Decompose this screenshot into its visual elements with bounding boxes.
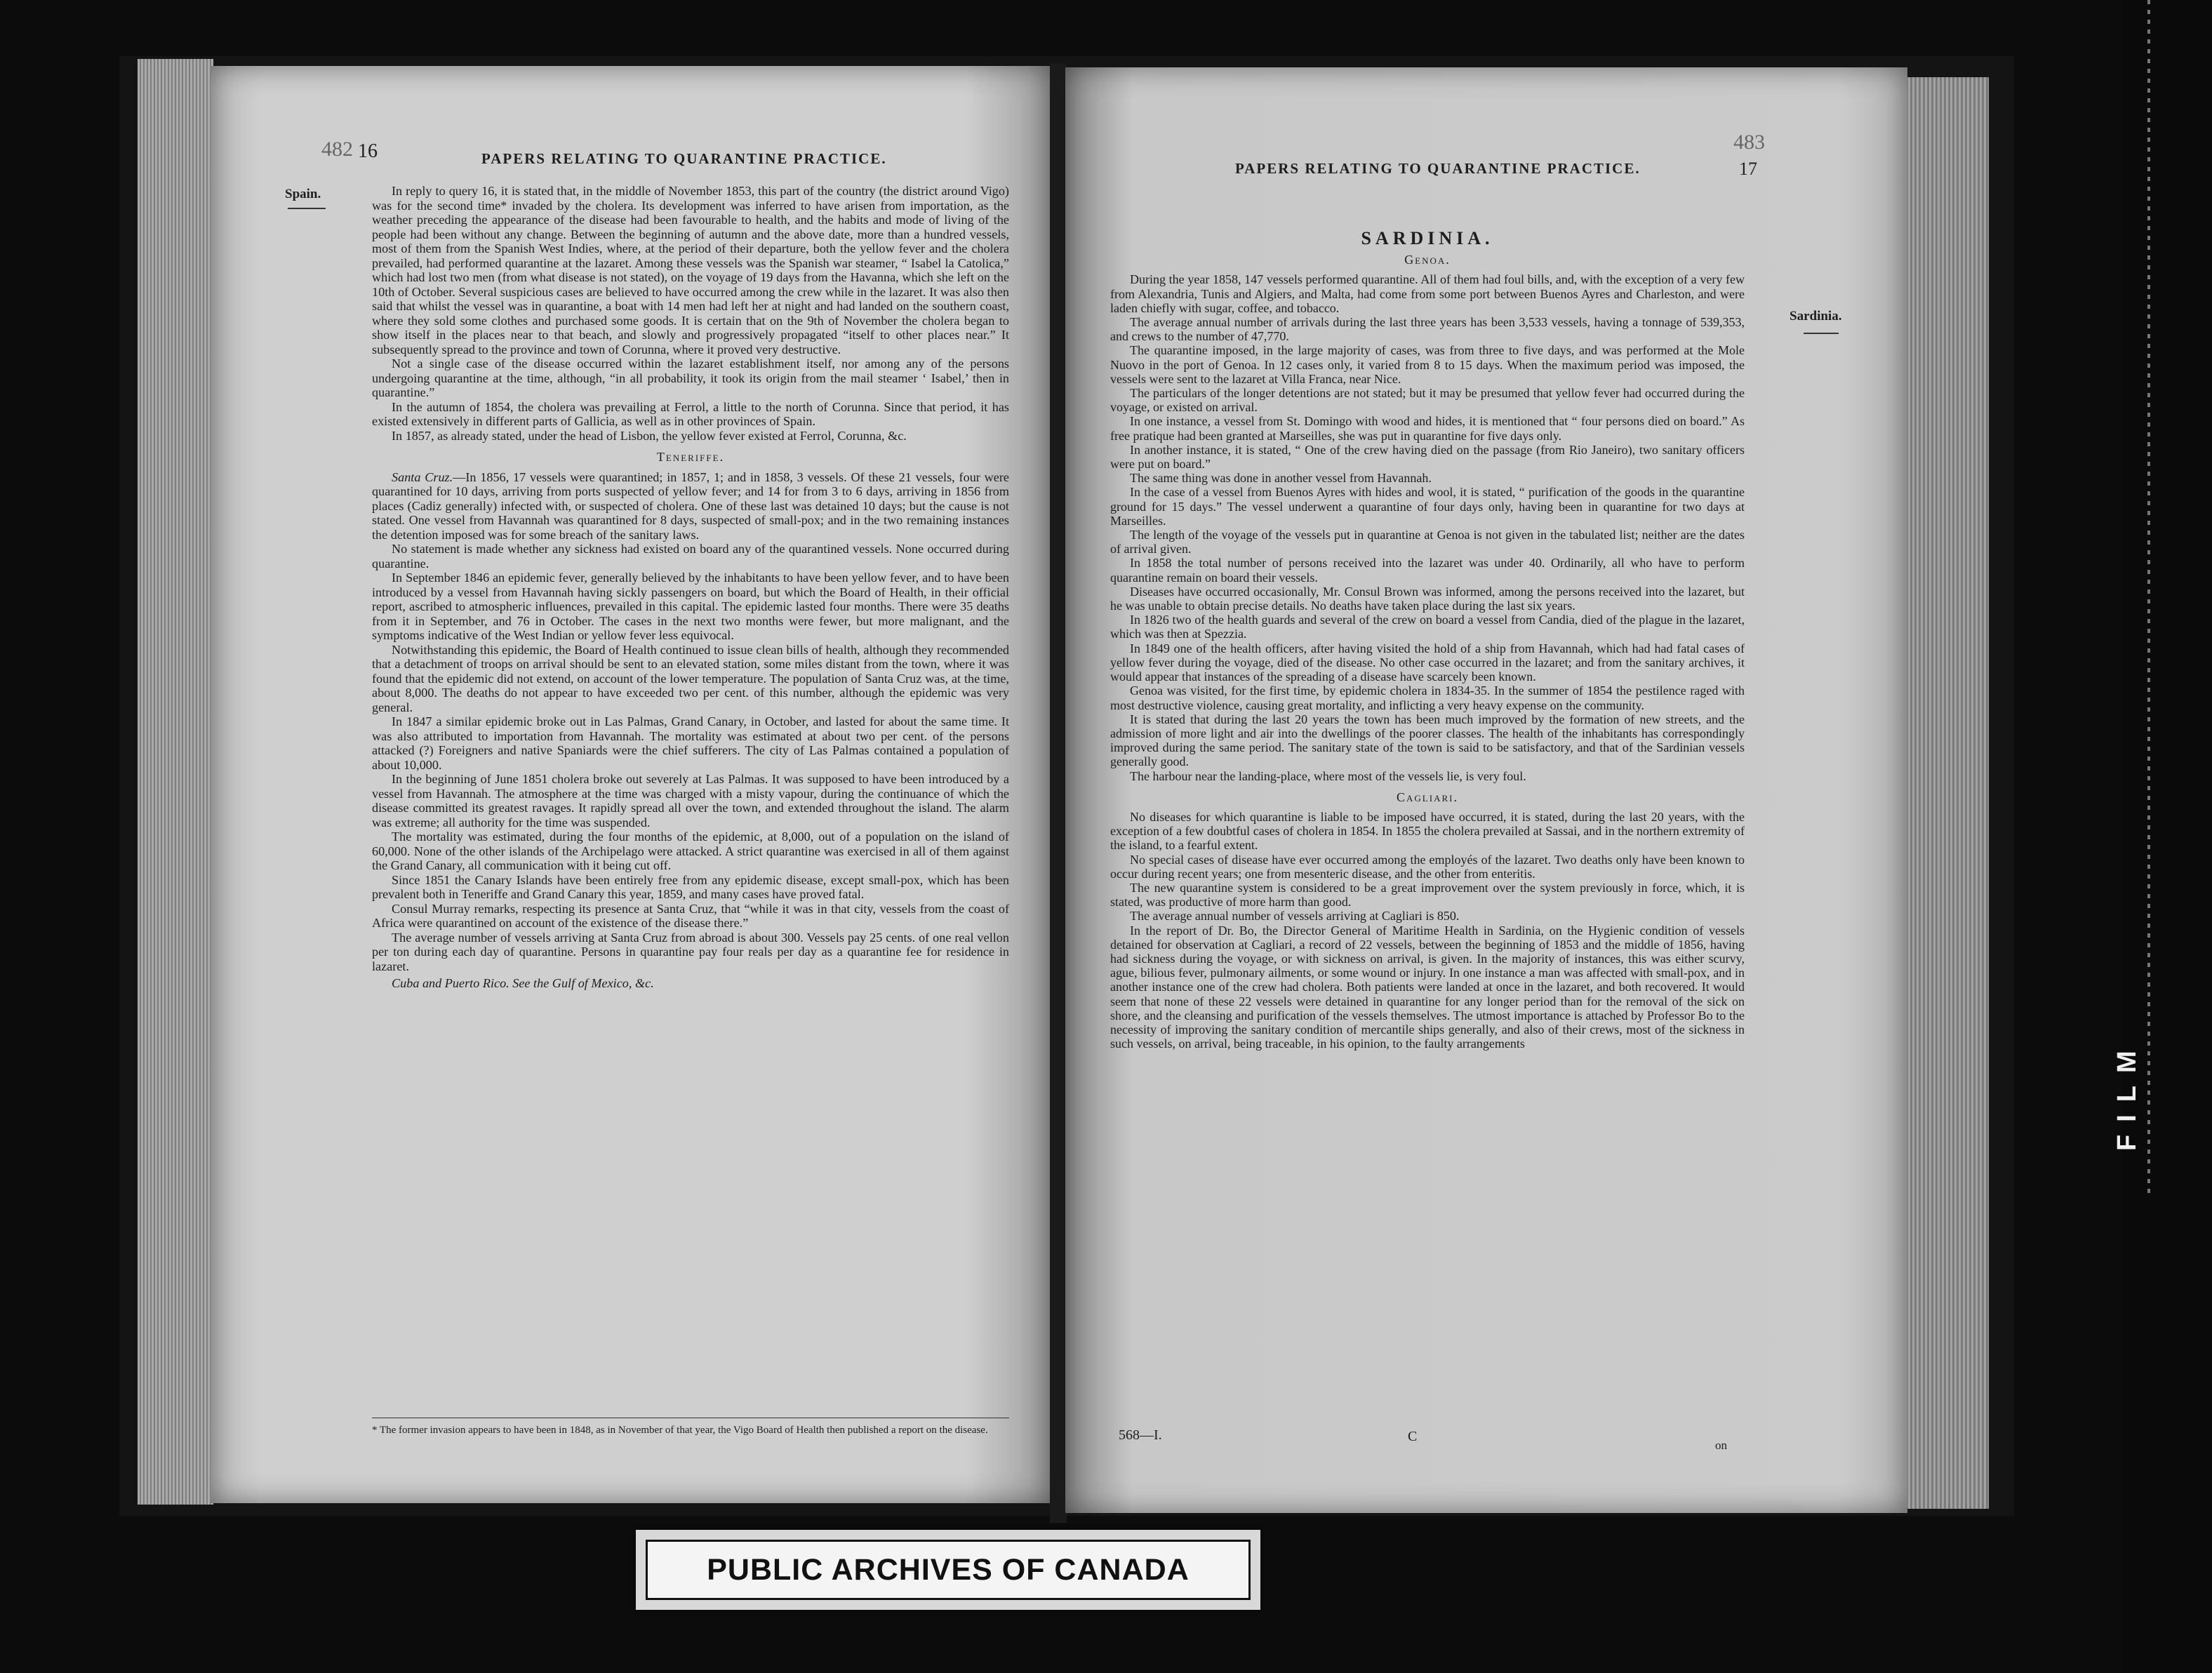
spain-paragraph: In 1857, as already stated, under the head of Lisbon, the yellow fever existed at Ferrol, Corunna, &c. <box>392 428 907 443</box>
teneriffe-paragraph: Notwithstanding this epidemic, the Board of Health continued to issue clean bills of health, although they recommended that a detachment of troops on arrival should be sent to an elevated station, some miles distant from the town, where it was found that the epidemic did not extend, on account of the lower temperature. The population of Santa Cruz was, at the time, about 8,000. The deaths do not appear to have exceeded two per cent. of this number, although the epidemic was very general. <box>372 642 1009 714</box>
left-page-edges <box>138 59 213 1505</box>
catchword: on <box>1715 1439 1727 1452</box>
left-footnote: * The former invasion appears to have been in 1848, as in November of that year, the Vigo Board of Health then published a report on the disease. <box>372 1425 988 1436</box>
book-spine <box>1050 63 1067 1523</box>
cagliari-paragraph: The average annual number of vessels arriving at Cagliari is 850. <box>1130 909 1460 924</box>
cross-reference: Cuba and Puerto Rico. See the Gulf of Mexico, &c. <box>392 976 654 990</box>
archive-label: PUBLIC ARCHIVES OF CANADA <box>646 1540 1251 1600</box>
right-page-number: 17 <box>1739 159 1757 179</box>
right-page-edges <box>1906 77 1989 1509</box>
genoa-paragraph: The same thing was done in another vessel from Havannah. <box>1130 471 1432 486</box>
teneriffe-paragraph: The mortality was estimated, during the four months of the epidemic, at 8,000, out of a population on the island of 60,000. None of the other islands of the Archipelago were attacked. A strict quarantine was exercised in all of them against the Grand Canary, all communication with it being cut off. <box>372 829 1009 872</box>
teneriffe-paragraph: In September 1846 an epidemic fever, generally believed by the inhabitants to have been yellow fever, and to have been introduced by a vessel from Havannah having sickly passengers on board, but which the Board of Health, in their official report, ascribed to atmospheric influences, prevailed in this capital. The epidemic lasted four months. There were 35 deaths from it in September, and 76 in October. The cases in the next two months were fewer, but more malignant, and the symptoms indicative of the West Indian or yellow fever less equivocal. <box>372 571 1009 642</box>
teneriffe-paragraph: Since 1851 the Canary Islands have been entirely free from any epidemic disease, except small-pox, which has been prevalent both in Teneriffe and Grand Canary this year, 1859, and many cases have proved fatal. <box>372 872 1009 901</box>
genoa-heading: Genoa. <box>1404 253 1451 267</box>
left-text-column <box>372 184 1009 991</box>
genoa-paragraph: In 1826 two of the health guards and several of the crew on board a vessel from Candia, died of the plague in the lazaret, which was then at Spezzia. <box>1110 613 1745 641</box>
genoa-paragraph: In 1858 the total number of persons received into the lazaret was under 40. Ordinarily, all who have to perform quarantine remain on board their vessels. <box>1110 556 1745 585</box>
teneriffe-paragraph: The average number of vessels arriving at Santa Cruz from abroad is about 300. Vessels pay 25 cents. of one real vellon per ton during each day of quarantine. Persons in quarantine pay four reals per day as a quarantine fee for residence in lazaret. <box>372 930 1009 973</box>
teneriffe-paragraph: Consul Murray remarks, respecting its presence at Santa Cruz, that “while it was in that city, vessels from the coast of Africa were quarantined on account of the existence of the disease there.” <box>372 901 1009 930</box>
genoa-paragraph: In 1849 one of the health officers, after having visited the hold of a ship from Havannah, which had had fatal cases of yellow fever during the voyage, died of the disease. No other case occurred in the lazaret; and from the sanitary archives, it would appear that instances of the spreading of a disease have scarcely been known. <box>1110 641 1745 684</box>
spain-paragraph: In the autumn of 1854, the cholera was prevailing at Ferrol, a little to the north of Corunna. Since that period, it has existed extensively in different parts of Gallicia, as well as in other provinces of Spain. <box>372 399 1009 428</box>
signature-letter: C <box>1408 1429 1418 1444</box>
film-perforations <box>2147 0 2150 1193</box>
right-running-header: PAPERS RELATING TO QUARANTINE PRACTICE. <box>1235 160 1641 177</box>
film-strip <box>2122 0 2212 1673</box>
right-margin-rule <box>1804 333 1839 334</box>
genoa-paragraph: Genoa was visited, for the first time, by epidemic cholera in 1834-35. In the summer of 1854 the pestilence raged with most destructive violence, causing great mortality, and inflicting a very heavy expense on the community. <box>1110 684 1745 712</box>
spain-paragraph: Not a single case of the disease occurred within the lazaret establishment itself, nor among any of the persons undergoing quarantine at the time, although, “in all probability, it took its origin from the mail steamer ‘ Isabel,’ then in quarantine.” <box>372 356 1009 399</box>
genoa-paragraph: The length of the voyage of the vessels put in quarantine at Genoa is not given in the tabulated list; neither are the dates of arrival given. <box>1110 528 1745 556</box>
genoa-paragraph: Diseases have occurred occasionally, Mr. Consul Brown was informed, among the persons received into the lazaret, but he was unable to obtain precise details. No deaths have taken place during the last six years. <box>1110 584 1745 613</box>
genoa-paragraph: In another instance, it is stated, “ One of the crew having died on the passage (from Rio Janeiro), two sanitary officers were put on board.” <box>1110 442 1745 472</box>
genoa-paragraph: The average annual number of arrivals during the last three years has been 3,533 vessels, having a tonnage of 539,353, and crews to the number of 47,770. <box>1110 315 1745 344</box>
sardinia-title: SARDINIA. <box>1361 228 1494 248</box>
santa-cruz-lead: Santa Cruz. <box>392 469 453 484</box>
cagliari-paragraph: No diseases for which quarantine is liable to be imposed have occurred, it is stated, during the last 20 years, with the exception of a few doubtful cases of cholera in 1854. In 1855 the cholera prevailed at Sassai, and in the northern extremity of the island, to a fearful extent. <box>1110 809 1745 853</box>
genoa-paragraph: The quarantine imposed, in the large majority of cases, was from three to five days, and was performed at the Mole Nuovo in the port of Genoa. In 12 cases only, it varied from 8 to 15 days. When the maximum period was imposed, the vessels were sent to the lazaret at Villa Franca, near Nice. <box>1110 343 1745 386</box>
right-text-column <box>1110 228 1745 1051</box>
cagliari-paragraph: In the report of Dr. Bo, the Director General of Maritime Health in Sardinia, on the Hygienic condition of vessels detained for observation at Cagliari, a record of 22 vessels, between the beginning of 1853 and the middle of 1856, having had sickness during the voyage, or with sickness on arrival, is given. In the majority of instances, this was either scurvy, ague, bilious fever, pulmonary ailments, or some wound or injury. In one instance a man was affected with small-pox, and in another instance one of the crew had cholera. Both patients were landed at once in the lazaret, and both recovered. It would seem that none of these 22 vessels were detained in quarantine for any longer period than for the removal of the sick on shore, and the cleansing and purification of the vessels themselves. The utmost importance is attached by Professor Bo to the necessity of improving the sanitary condition of mercantile ships generally, and also of their crews, most of the sickness in such vessels, on arrival, being traceable, in his opinion, to the faulty arrangements <box>1110 923 1745 1051</box>
spain-paragraph: In reply to query 16, it is stated that, in the middle of November 1853, this part of the country (the district around Vigo) was for the second time* invaded by the cholera. Its development was inferred to have arisen from importation, as the weather preceding the appearance of the disease had been favourable to health, and the habits and mode of living of the people had been without any change. Between the beginning of autumn and the above date, more than a hundred vessels, most of them from the Spanish West Indies, where, at the period of their departure, both the yellow fever and the cholera prevailed, had performed quarantine at the lazaret. Among these vessels was the Spanish war steamer, “ Isabel la Catolica,” which had lost two men (from what disease is not stated), on the voyage of 19 days from the Havanna, which she left on the 10th of October. Several suspicious cases are believed to have occurred among the crew while in the lazaret. It was also then said that whilst the vessel was in quarantine, a boat with 14 men had left her at night and had landed on the southern coast, where they sold some clothes and purchased some goods. It is certain that on the 9th of November the cholera began to show itself in the places near to that beach, and slowly and progressively propagated “itself to other places near.” It subsequently spread to the province and town of Corunna, where it proved very destructive. <box>372 184 1009 356</box>
right-margin-note: Sardinia. <box>1790 309 1842 324</box>
left-running-header: PAPERS RELATING TO QUARANTINE PRACTICE. <box>481 150 887 167</box>
teneriffe-heading: Teneriffe. <box>656 450 725 464</box>
archive-label-card <box>636 1530 1260 1610</box>
cagliari-heading: Cagliari. <box>1397 789 1458 804</box>
right-handwritten-number: 483 <box>1733 131 1765 154</box>
genoa-paragraph: During the year 1858, 147 vessels performed quarantine. All of them had foul bills, and, with the exception of a very few from Alexandria, Tunis and Algiers, and Malta, had come from some port between Buenos Ayres and Charleston, and were laden chiefly with sugar, coffee, and tobacco. <box>1110 272 1745 315</box>
teneriffe-paragraph: In 1847 a similar epidemic broke out in Las Palmas, Grand Canary, in October, and lasted for about the same time. It was also attributed to importation from Havannah. The mortality was estimated at about two per cent. of the persons attacked (?) Foreigners and native Spaniards were the chief sufferers. The city of Las Palmas contained a population of about 10,000. <box>372 714 1009 772</box>
left-handwritten-number: 482 <box>321 138 353 161</box>
film-marker: FILM <box>2112 1038 2142 1151</box>
left-page-number: 16 <box>358 140 378 162</box>
left-margin-rule <box>288 208 326 209</box>
teneriffe-paragraph-text: —In 1856, 17 vessels were quarantined; in 1857, 1; and in 1858, 3 vessels. Of these 21 vessels, four were quarantined for 10 days, arriving from ports suspected of yellow fever; and 14 for from 3 to 6 days, arriving in 1856 from places (Cadiz generally) infected with, or suspected of cholera. One of these last was detained 10 days; but the cause is not stated. One vessel from Havannah was quarantined for 8 days, suspected of small-pox; and in the two remaining instances the detention imposed was for some breach of the sanitary laws. <box>372 469 1009 542</box>
teneriffe-paragraph: No statement is made whether any sickness had existed on board any of the quarantined vessels. None occurred during quarantine. <box>372 542 1009 571</box>
signature-number: 568—I. <box>1119 1427 1162 1443</box>
genoa-paragraph: It is stated that during the last 20 years the town has been much improved by the formation of new streets, and the admission of more light and air into the dwellings of the poorer classes. The health of the inhabitants has correspondingly improved during the same period. The sanitary state of the town is said to be satisfactory, and that of the Sardinian vessels generally good. <box>1110 712 1745 769</box>
genoa-paragraph: The harbour near the landing-place, where most of the vessels lie, is very foul. <box>1130 768 1526 783</box>
cagliari-paragraph: The new quarantine system is considered to be a great improvement over the system previously in force, which, it is stated, was productive of more harm than good. <box>1110 880 1745 909</box>
genoa-paragraph: In one instance, a vessel from St. Domingo with wood and hides, it is mentioned that “ four persons died on board.” As free pratique had been granted at Marseilles, she was put in quarantine for five days only. <box>1110 414 1745 443</box>
genoa-paragraph: The particulars of the longer detentions are not stated; but it may be presumed that yellow fever had occurred during the voyage, or existed on arrival. <box>1110 386 1745 415</box>
teneriffe-paragraph <box>372 470 1009 542</box>
left-margin-note: Spain. <box>285 187 321 201</box>
genoa-paragraph: In the case of a vessel from Buenos Ayres with hides and wool, it is stated, “ purification of the goods in the quarantine ground for 15 days.” The vessel underwent a quarantine of four days only, having been in quarantine for two days at Marseilles. <box>1110 485 1745 528</box>
cagliari-paragraph: No special cases of disease have ever occurred among the employés of the lazaret. Two deaths only have been known to occur during recent years; one from mesenteric disease, and the other from enteritis. <box>1110 852 1745 881</box>
teneriffe-paragraph: In the beginning of June 1851 cholera broke out severely at Las Palmas. It was supposed to have been introduced by a vessel from Havannah. The atmosphere at the time was charged with a misty vapour, during the continuance of which the disease committed its greatest ravages. It rapidly spread all over the town, and extended throughout the island. The alarm was extreme; all authority for the time was suspended. <box>372 772 1009 829</box>
